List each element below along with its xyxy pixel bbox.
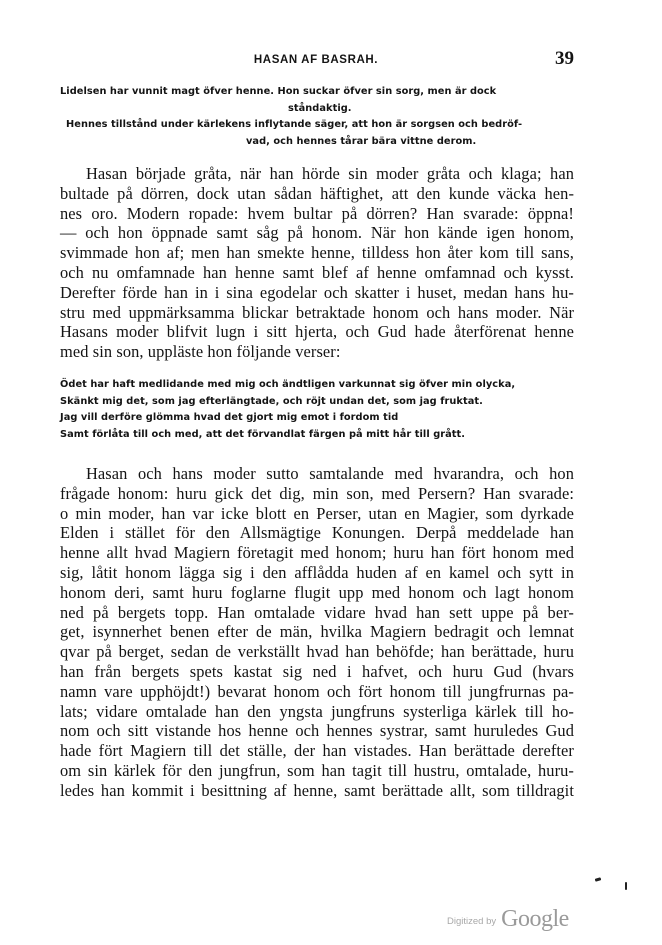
google-logo: Google xyxy=(501,906,569,932)
text-line: ned på bergets topp. Han omtalade vidare hvad han sett uppe på ber- xyxy=(60,602,574,622)
text-line: Elden i stället för den Allsmägtige Konungen. Derpå meddelade han xyxy=(60,523,574,543)
verse-line: vad, och hennes tårar bära vittne derom. xyxy=(246,135,477,147)
text-line: namn vare upphöjdt!) bevarat honom och fört honom till jungfrurnas pa- xyxy=(60,681,574,701)
text-line: nes oro. Modern ropade: hvem bultar på dörren? Han svarade: öppna! xyxy=(60,203,574,223)
verse-line: Jag vill derföre glömma hvad det gjort mig emot i fordom tid xyxy=(60,412,399,424)
text-line: get, isynnerhet benen efter de män, hvilka Magiern bedragit och lemnat xyxy=(60,622,574,642)
verse-block-top xyxy=(60,84,574,150)
paragraph-2 xyxy=(60,464,574,801)
text-line: Hasans moder blifvit lugn i sitt hjerta, och Gud hade återförenat henne xyxy=(60,322,574,342)
text-line: hade fört Magiern till det ställe, der han vistades. Han berättade derefter xyxy=(60,741,574,761)
text-line: sig, låtit honom lägga sig i den afflådda huden af en kamel och sytt in xyxy=(60,562,574,582)
text-line: nom och sitt vistande hos henne och hennes systrar, samt huruledes Gud xyxy=(60,721,574,741)
text-line: han från bergets spets kastat sig ned i hafvet, och huru Gud (hvars xyxy=(60,661,574,681)
text-line: om sin kärlek för den jungfrun, som han tagit till hustru, omtalade, huru- xyxy=(60,760,574,780)
text-line: och nu omfamnade han henne samt blef af henne omfamnad och kysst. xyxy=(60,262,574,282)
text-line: Derefter förde han in i sina egodelar och skatter i huset, medan hans hu- xyxy=(60,282,574,302)
text-line: o min moder, han var icke blott en Perser, utan en Magier, som dyrkade xyxy=(60,503,574,523)
ink-speck xyxy=(595,877,602,881)
verse-block-middle xyxy=(60,377,574,443)
text-line: henne allt hvad Magiern företagit med honom; huru han fört honom med xyxy=(60,543,574,563)
page-header xyxy=(58,48,574,72)
text-line: ledes han kommit i besittning af henne, samt berättade allt, som tilldragit xyxy=(60,780,574,800)
verse-line: Ödet har haft medlidande med mig och ändtligen varkunnat sig öfver min olycka, xyxy=(60,379,516,390)
ink-speck xyxy=(625,882,627,890)
running-title: HASAN AF BASRAH. xyxy=(253,54,379,66)
page-number: 39 xyxy=(555,48,574,69)
text-line: honom deri, samt huru foglarne flugit upp med honom och lagt honom xyxy=(60,582,574,602)
text-line: stru med uppmärksamma blickar betraktade honom och hans moder. När xyxy=(60,302,574,322)
verse-line: ståndaktig. xyxy=(288,102,352,114)
text-line: lats; vidare omtalade han den yngsta jungfruns systerliga kärlek till ho- xyxy=(60,701,574,721)
verse-line: Hennes tillstånd under kärlekens inflytande säger, att hon är sorgsen och bedröf- xyxy=(66,119,523,131)
text-line: bultade på dörren, dock utan sådan häftighet, att den kunde väcka hen- xyxy=(60,183,574,203)
verse-line: Lidelsen har vunnit magt öfver henne. Hon suckar öfver sin sorg, men är dock xyxy=(60,86,497,97)
text-line: qvar på berget, sedan de verkställt hvad han behöfde; han berättade, huru xyxy=(60,642,574,662)
digitization-watermark xyxy=(447,897,587,933)
text-line: Hasan och hans moder sutto samtalande med hvarandra, och hon xyxy=(86,464,574,483)
text-line: — och hon öppnade samt såg på honom. När hon kände igen honom, xyxy=(60,223,574,243)
watermark-prefix: Digitized by xyxy=(447,916,497,927)
text-line: med sin son, uppläste hon följande verser: xyxy=(60,342,341,362)
verse-line: Samt förlåta till och med, att det förvandlat färgen på mitt hår till grått. xyxy=(60,428,466,440)
text-line: Hasan började gråta, när han hörde sin moder gråta och klaga; han xyxy=(86,164,574,183)
text-line: svimmade hon af; men han smekte henne, tilldess hon åter kom till sans, xyxy=(60,243,574,263)
verse-line: Skänkt mig det, som jag efterlängtade, och röjt undan det, som jag fruktat. xyxy=(60,395,483,407)
text-line: frågade honom: huru gick det dig, min son, med Persern? Han svarade: xyxy=(60,483,574,503)
paragraph-1 xyxy=(60,164,574,362)
